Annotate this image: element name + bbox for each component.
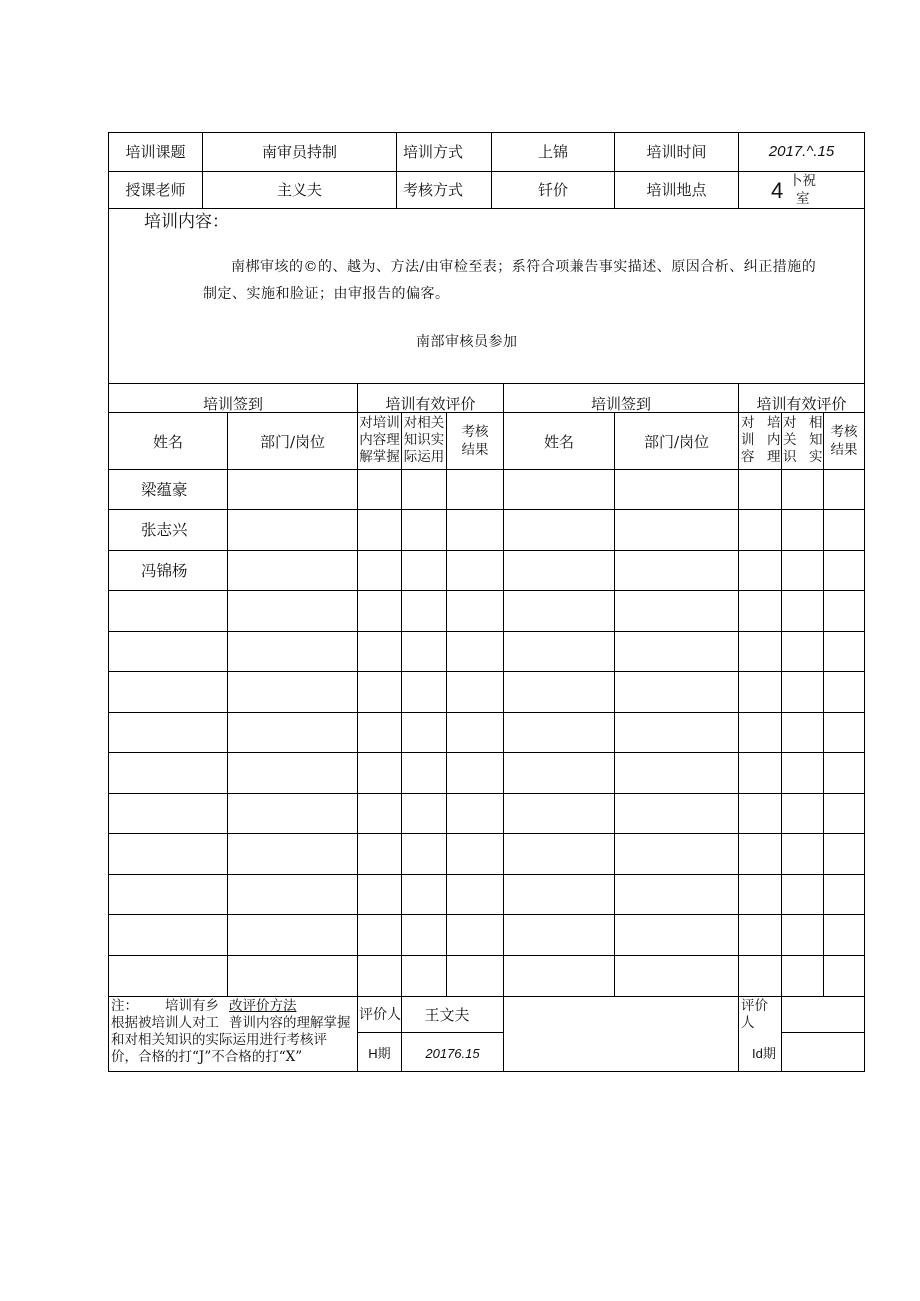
attendee-name: 张志兴 [141,521,188,539]
col-understand-right-6: 理 [767,449,781,465]
col-apply-left-2: 知识实 [403,432,445,448]
date-value: 20176.15 [425,1046,480,1061]
col-result-right-1: 考核 [830,424,858,440]
col-apply-right-4: 知 [809,432,823,448]
col-dept-right: 部门/岗位 [643,433,710,451]
method-note-line-2: 普训内容的理解掌握 [229,1015,351,1031]
col-apply-right-5: 识 [783,449,797,465]
signin-header-left: 培训签到 [202,395,263,413]
method-note-line-1: 改评价方法 [229,998,297,1014]
method-label: 培训方式 [403,143,464,161]
note-line-2: 根据被培训人对工 [111,1015,219,1031]
col-understand-left-1: 对培训 [359,415,400,431]
col-result-left-1: 考核 [461,424,489,440]
col-understand-left-3: 解掌握 [359,449,400,465]
evaluator-value: 王文夫 [424,1006,470,1024]
time-value: 2017.^.15 [768,143,835,160]
place-value-number: 4 [771,178,784,203]
teacher-label: 授课老师 [125,181,186,199]
col-understand-right-4: 内 [767,432,781,448]
eval-header-left: 培训有效评价 [385,395,476,413]
right-date-label: Id期 [752,1046,776,1061]
content-line-2: 制定、实施和脸证；由审报告的偏客。 [203,286,450,302]
time-label: 培训时间 [646,143,707,161]
col-understand-right-2: 培 [767,415,781,431]
attendee-name: 梁蕴豪 [141,481,188,499]
topic-value: 南审员持制 [261,143,337,161]
col-apply-right-1: 对 [783,415,797,431]
col-result-left-2: 结果 [461,442,489,458]
content-title: 培训内容： [144,212,229,232]
method-value: 上锦 [537,143,568,161]
date-label: H期 [368,1046,391,1061]
signin-header-right: 培训签到 [590,395,651,413]
col-understand-right-1: 对 [741,415,755,431]
eval-header-right: 培训有效评价 [756,395,847,413]
place-label: 培训地点 [646,181,707,199]
right-evaluator-label-1: 评价 [741,998,768,1014]
note-line-1: 培训有乡 [165,998,219,1014]
col-result-right-2: 结果 [830,442,858,458]
place-value-line2: 室 [796,191,810,207]
content-line-1: 南梆审垓的©的、越为、方法/由审检至表；系符合项兼告事实描述、原因合析、纠正措施的 [231,259,817,275]
topic-label: 培训课题 [125,143,186,161]
place-value-line1: 卜祝 [789,173,816,189]
col-name-right: 姓名 [543,433,574,451]
right-evaluator-label-2: 人 [741,1015,755,1031]
col-apply-right-6: 实 [809,449,823,465]
col-apply-right-2: 相 [809,415,823,431]
col-understand-left-2: 内容理 [359,432,400,448]
exam-label: 考核方式 [403,181,464,199]
evaluator-label: 评价人 [359,1007,401,1023]
attendee-name: 冯锦杨 [141,562,188,580]
note-line-4: 价，合格的打“J”不合格的打“X” [111,1049,303,1065]
note-label: 注： [111,998,138,1014]
col-understand-right-3: 训 [741,432,755,448]
exam-value: 钎价 [537,181,568,199]
note-line-3: 和对相关知识的实际运用进行考核评 [111,1032,327,1048]
col-apply-left-3: 际运用 [403,449,445,465]
col-name-left: 姓名 [152,433,183,451]
content-attendees: 南部审核员参加 [416,334,518,350]
col-apply-left-1: 对相关 [403,415,445,431]
col-understand-right-5: 容 [741,449,755,465]
col-apply-right-3: 关 [783,432,797,448]
col-dept-left: 部门/岗位 [259,433,326,451]
teacher-value: 主义夫 [276,181,322,199]
